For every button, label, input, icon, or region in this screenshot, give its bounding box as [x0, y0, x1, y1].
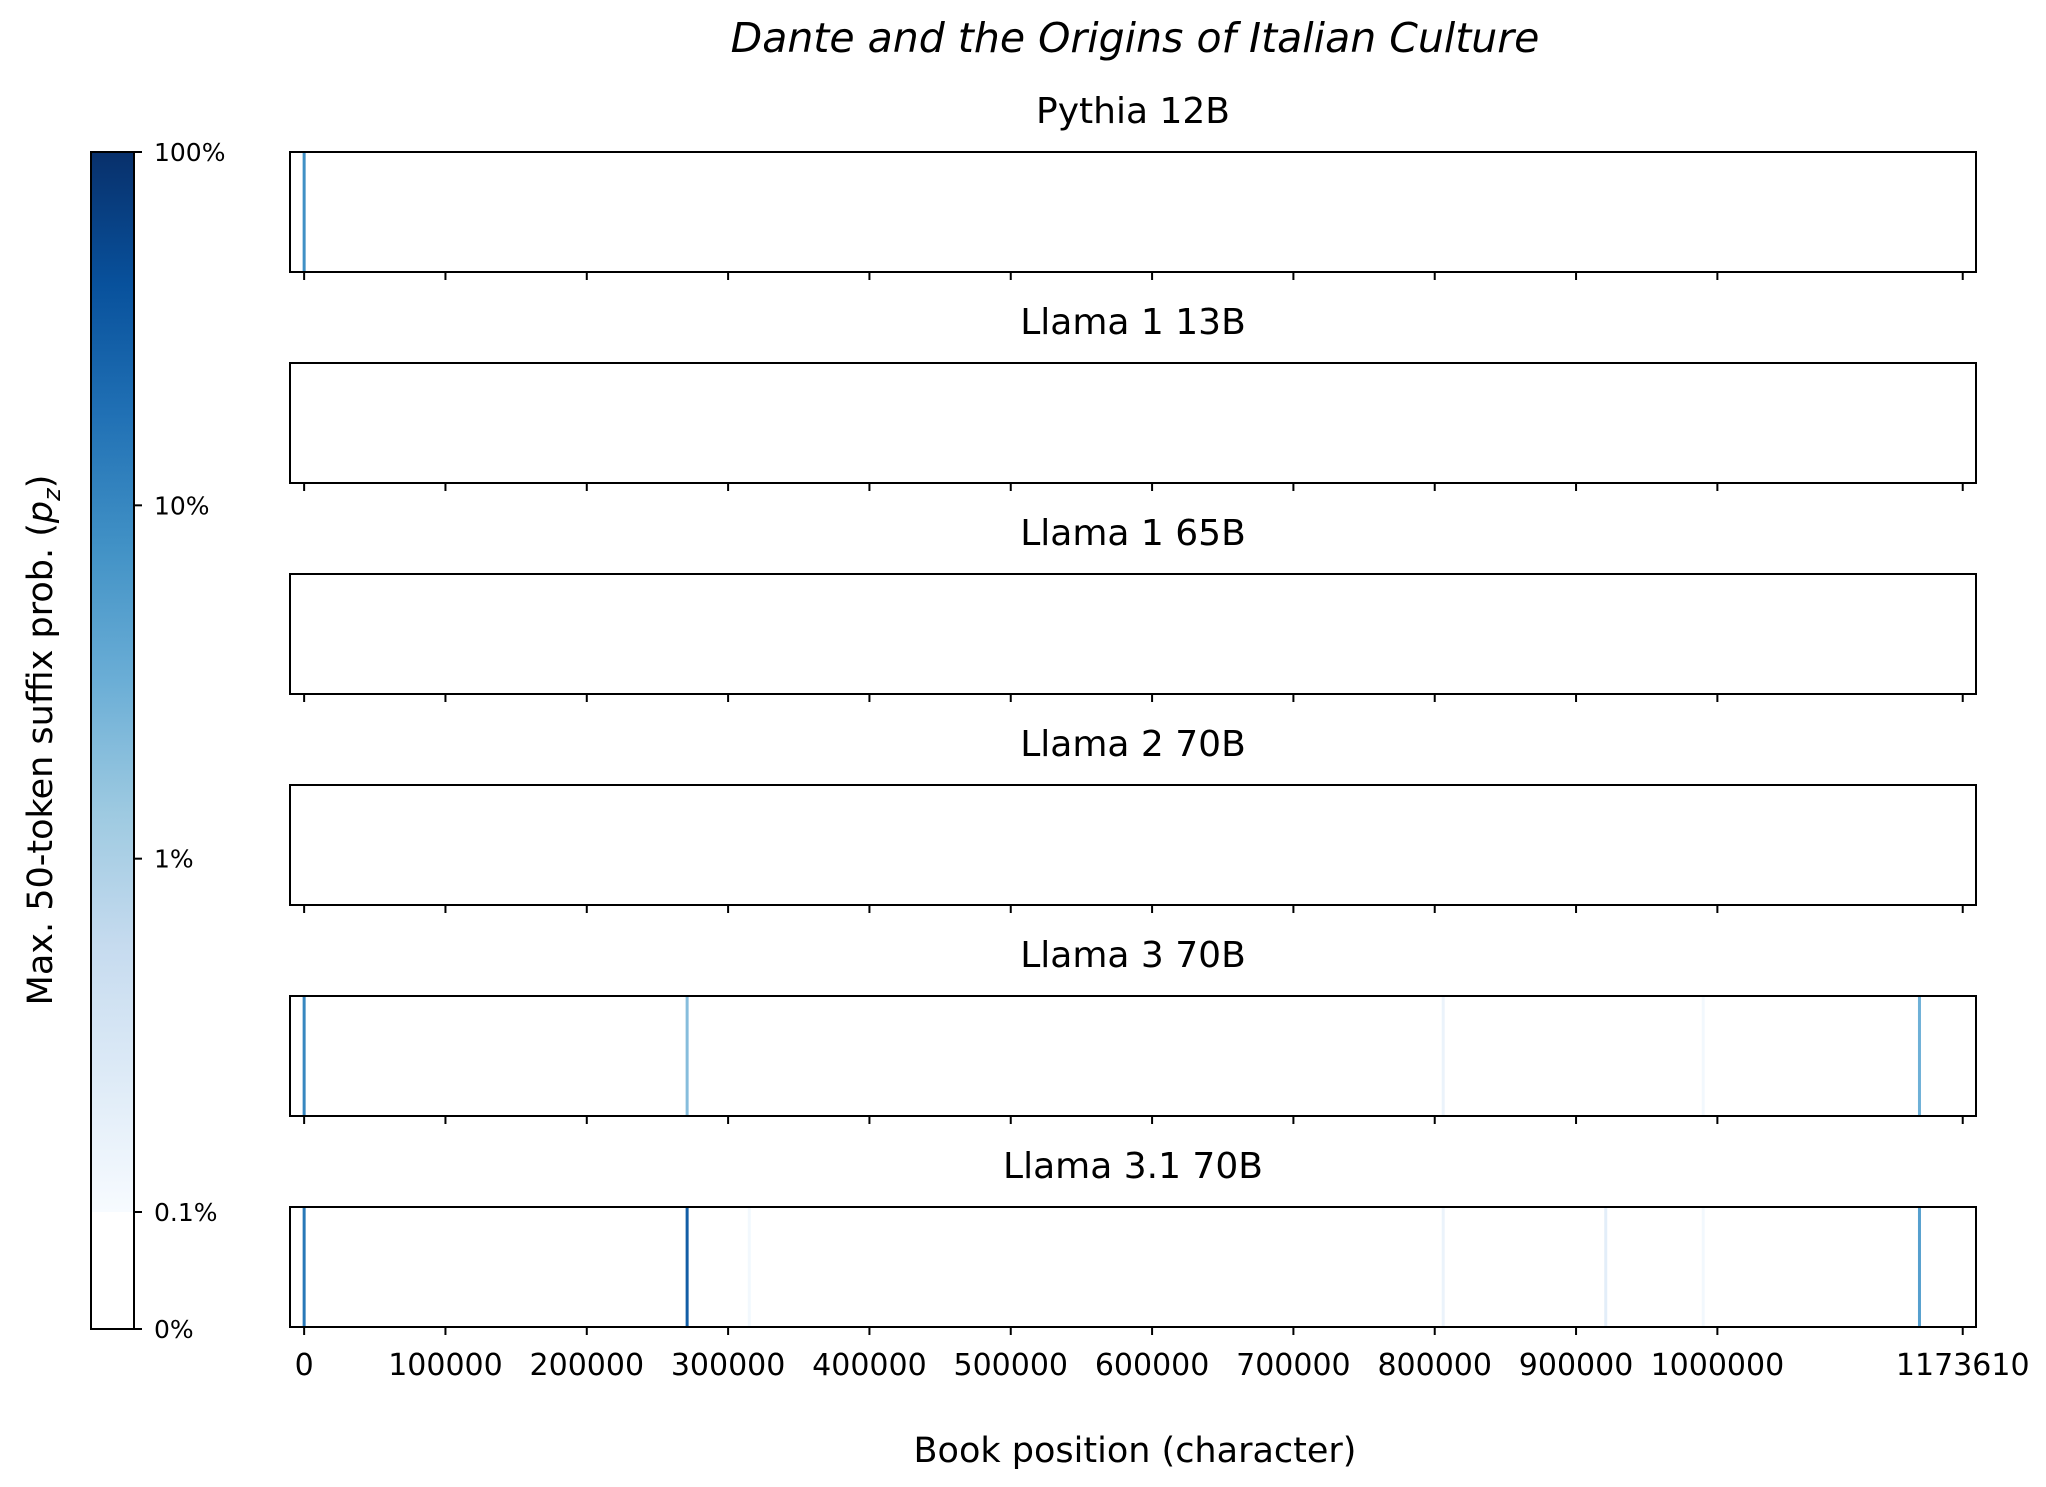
- panel-frame: [290, 785, 1976, 905]
- memorization-band: [1442, 996, 1445, 1116]
- memorization-band: [1918, 1207, 1921, 1327]
- x-axis-label: Book position (character): [913, 1431, 1357, 1471]
- panel: [290, 513, 1976, 702]
- colorbar-tick-label: 0.1%: [154, 1198, 218, 1227]
- panel-title: Llama 1 13B: [1020, 302, 1246, 343]
- panel-frame: [290, 152, 1976, 272]
- panels: [290, 91, 1976, 1335]
- x-tick-label: 1000000: [1650, 1348, 1785, 1383]
- memorization-band: [748, 1207, 751, 1327]
- panel-frame: [290, 574, 1976, 694]
- panel: [290, 91, 1976, 280]
- panel: [290, 935, 1976, 1124]
- x-tick-label: 100000: [388, 1348, 503, 1383]
- x-tick-label: 200000: [529, 1348, 645, 1383]
- panel-title: Llama 1 65B: [1020, 513, 1246, 554]
- memorization-band: [686, 996, 689, 1116]
- panel-title: Llama 3 70B: [1020, 935, 1246, 976]
- panel: [290, 302, 1976, 491]
- x-tick-label: 500000: [953, 1348, 1069, 1383]
- panel: [290, 724, 1976, 913]
- x-tick-label: 600000: [1094, 1348, 1210, 1383]
- x-tick-label: 400000: [812, 1348, 927, 1383]
- x-tick-label: 1173610: [1895, 1348, 2030, 1383]
- memorization-band: [1604, 1207, 1607, 1327]
- panel-title: Llama 2 70B: [1020, 724, 1246, 765]
- x-tick-label: 0: [294, 1348, 314, 1383]
- colorbar-tick-label: 10%: [154, 491, 210, 521]
- memorization-band: [1702, 1207, 1705, 1327]
- colorbar-tick-label: 1%: [154, 844, 194, 874]
- memorization-band: [303, 996, 306, 1116]
- colorbar-label: Max. 50-token suffix prob. $(p_z)$: [21, 474, 66, 1006]
- panel-frame: [290, 996, 1976, 1116]
- x-tick-labels: [295, 1348, 2030, 1383]
- memorization-band: [303, 1207, 306, 1327]
- colorbar-zero-band: [91, 1212, 134, 1329]
- panel: [290, 1146, 1976, 1335]
- memorization-band: [1702, 996, 1705, 1116]
- x-tick-label: 700000: [1236, 1348, 1351, 1383]
- x-tick-label: 900000: [1518, 1348, 1634, 1383]
- colorbar-tick-label: 0%: [154, 1315, 194, 1344]
- colorbar-ticks: [134, 138, 225, 1344]
- memorization-band: [686, 1207, 689, 1327]
- chart-title: Dante and the Origins of Italian Culture: [730, 14, 1540, 62]
- panel-title: Pythia 12B: [1036, 91, 1230, 132]
- panel-frame: [290, 1207, 1976, 1327]
- colorbar: [21, 138, 225, 1344]
- memorization-band: [1442, 1207, 1445, 1327]
- panel-frame: [290, 363, 1976, 483]
- x-tick-label: 800000: [1377, 1348, 1492, 1383]
- colorbar-gradient: [91, 152, 134, 1212]
- memorization-band: [1918, 996, 1921, 1116]
- x-tick-label: 300000: [670, 1348, 786, 1383]
- panel-title: Llama 3.1 70B: [1003, 1146, 1263, 1187]
- colorbar-tick-label: 100%: [154, 138, 226, 167]
- memorization-band: [303, 152, 306, 272]
